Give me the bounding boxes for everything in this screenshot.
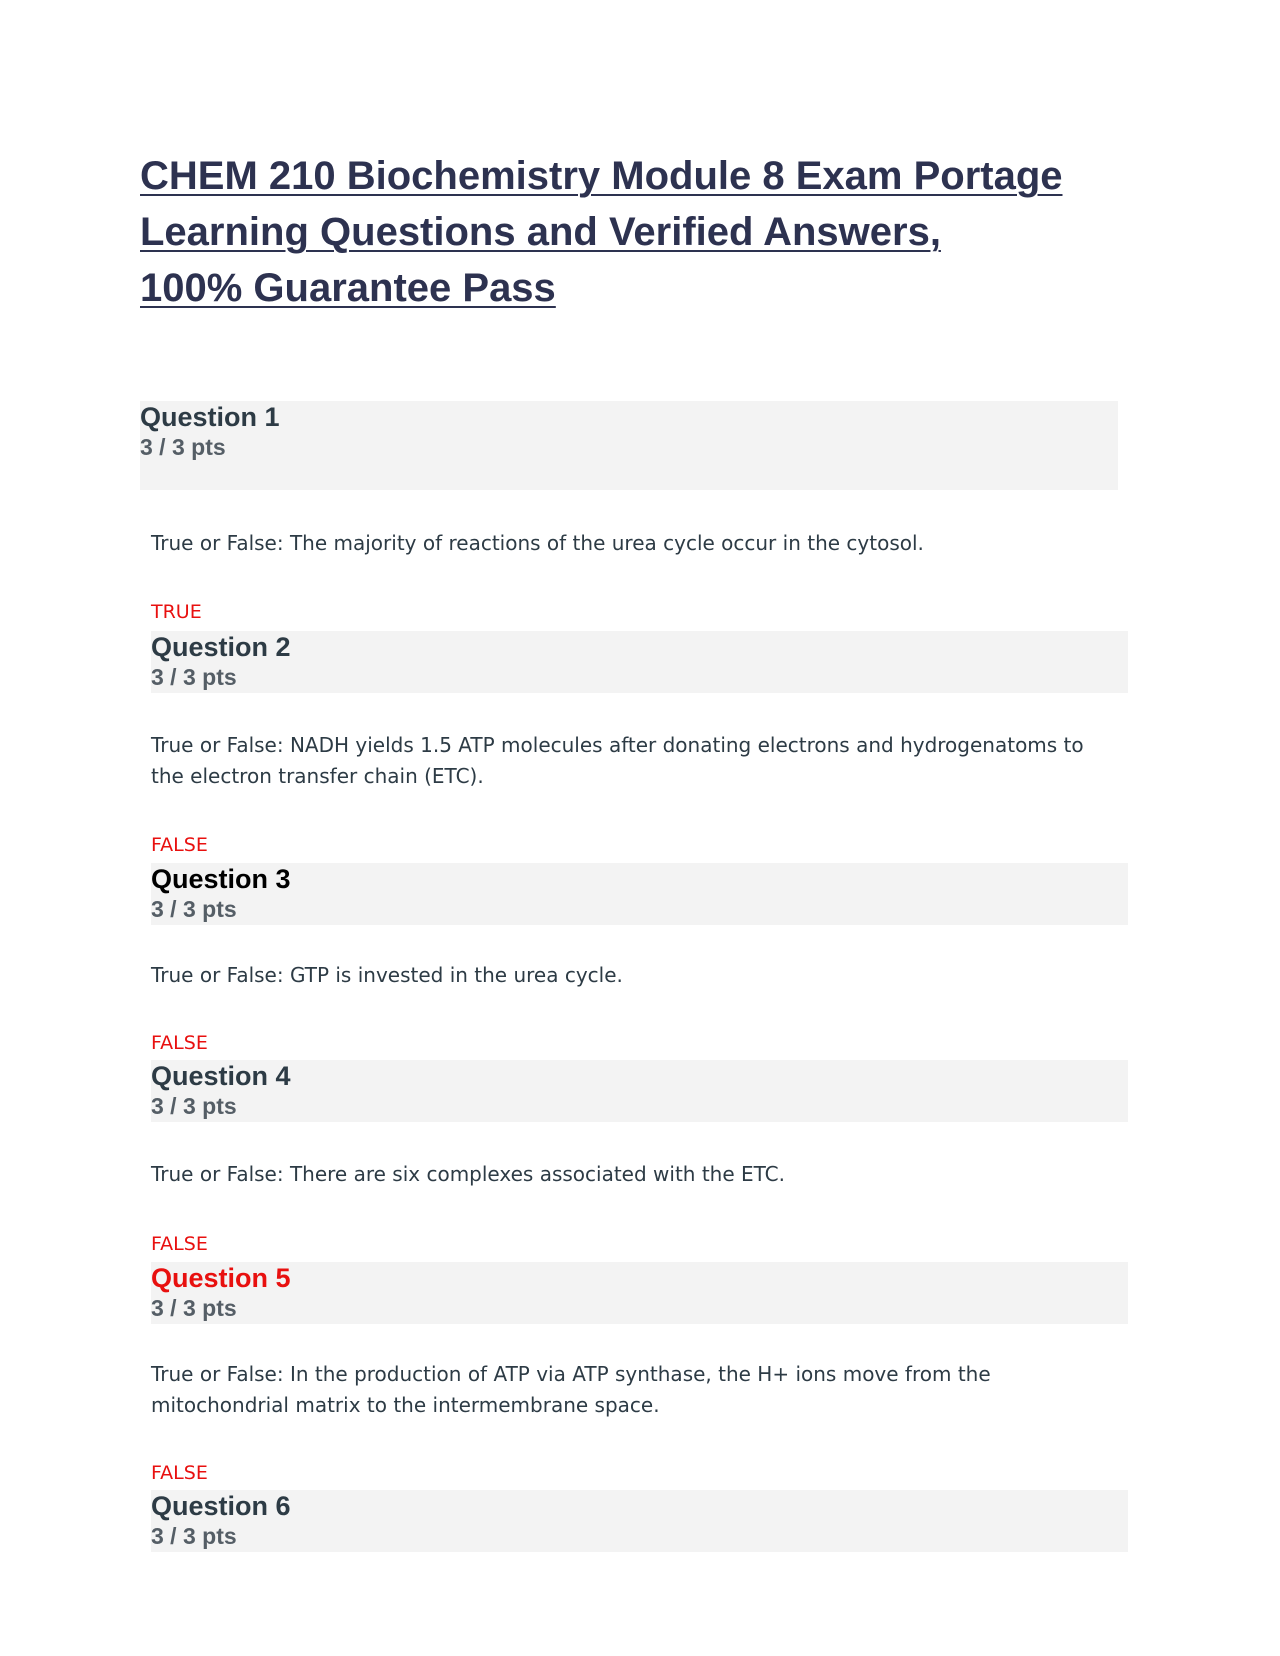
question-1-points: 3 / 3 pts: [140, 434, 226, 460]
question-5-header: [151, 1262, 1128, 1324]
question-4-text: True or False: There are six complexes associated with the ETC.: [151, 1162, 786, 1186]
question-5-text: True or False: In the production of ATP via ATP synthase, the H+ ions move from the mitochondrial matrix to the intermembrane space.: [151, 1362, 991, 1417]
question-2-title: Question 2: [151, 632, 291, 662]
question-6-header: [151, 1490, 1128, 1552]
question-2-points: 3 / 3 pts: [151, 664, 237, 690]
question-1-header: [140, 401, 1118, 490]
question-5-points: 3 / 3 pts: [151, 1295, 237, 1321]
question-1-answer: TRUE: [151, 601, 202, 623]
document-title-line-3: 100% Guarantee Pass: [140, 266, 556, 310]
document-title-line-1: CHEM 210 Biochemistry Module 8 Exam Portage: [140, 154, 1063, 198]
question-6-title: Question 6: [151, 1491, 291, 1521]
question-5-answer: FALSE: [151, 1462, 208, 1484]
question-3-header: [151, 863, 1128, 925]
question-1-text: True or False: The majority of reactions of the urea cycle occur in the cytosol.: [151, 531, 924, 555]
question-3-points: 3 / 3 pts: [151, 896, 237, 922]
question-1-title: Question 1: [140, 402, 280, 432]
question-3-text: True or False: GTP is invested in the urea cycle.: [151, 963, 623, 987]
question-5-title: Question 5: [151, 1263, 291, 1293]
question-4-answer: FALSE: [151, 1233, 208, 1255]
question-4-points: 3 / 3 pts: [151, 1093, 237, 1119]
question-2-header: [151, 631, 1128, 693]
question-3-answer: FALSE: [151, 1032, 208, 1054]
question-4-title: Question 4: [151, 1061, 291, 1091]
question-6-points: 3 / 3 pts: [151, 1523, 237, 1549]
document-title: [140, 148, 1150, 316]
question-3-title: Question 3: [151, 864, 291, 894]
document-title-line-2: Learning Questions and Verified Answers,: [140, 210, 941, 254]
question-4-header: [151, 1060, 1128, 1122]
question-2-answer: FALSE: [151, 834, 208, 856]
question-2-text: True or False: NADH yields 1.5 ATP molecules after donating electrons and hydrogenatoms to the electron transfer chain (ETC).: [151, 733, 1084, 788]
